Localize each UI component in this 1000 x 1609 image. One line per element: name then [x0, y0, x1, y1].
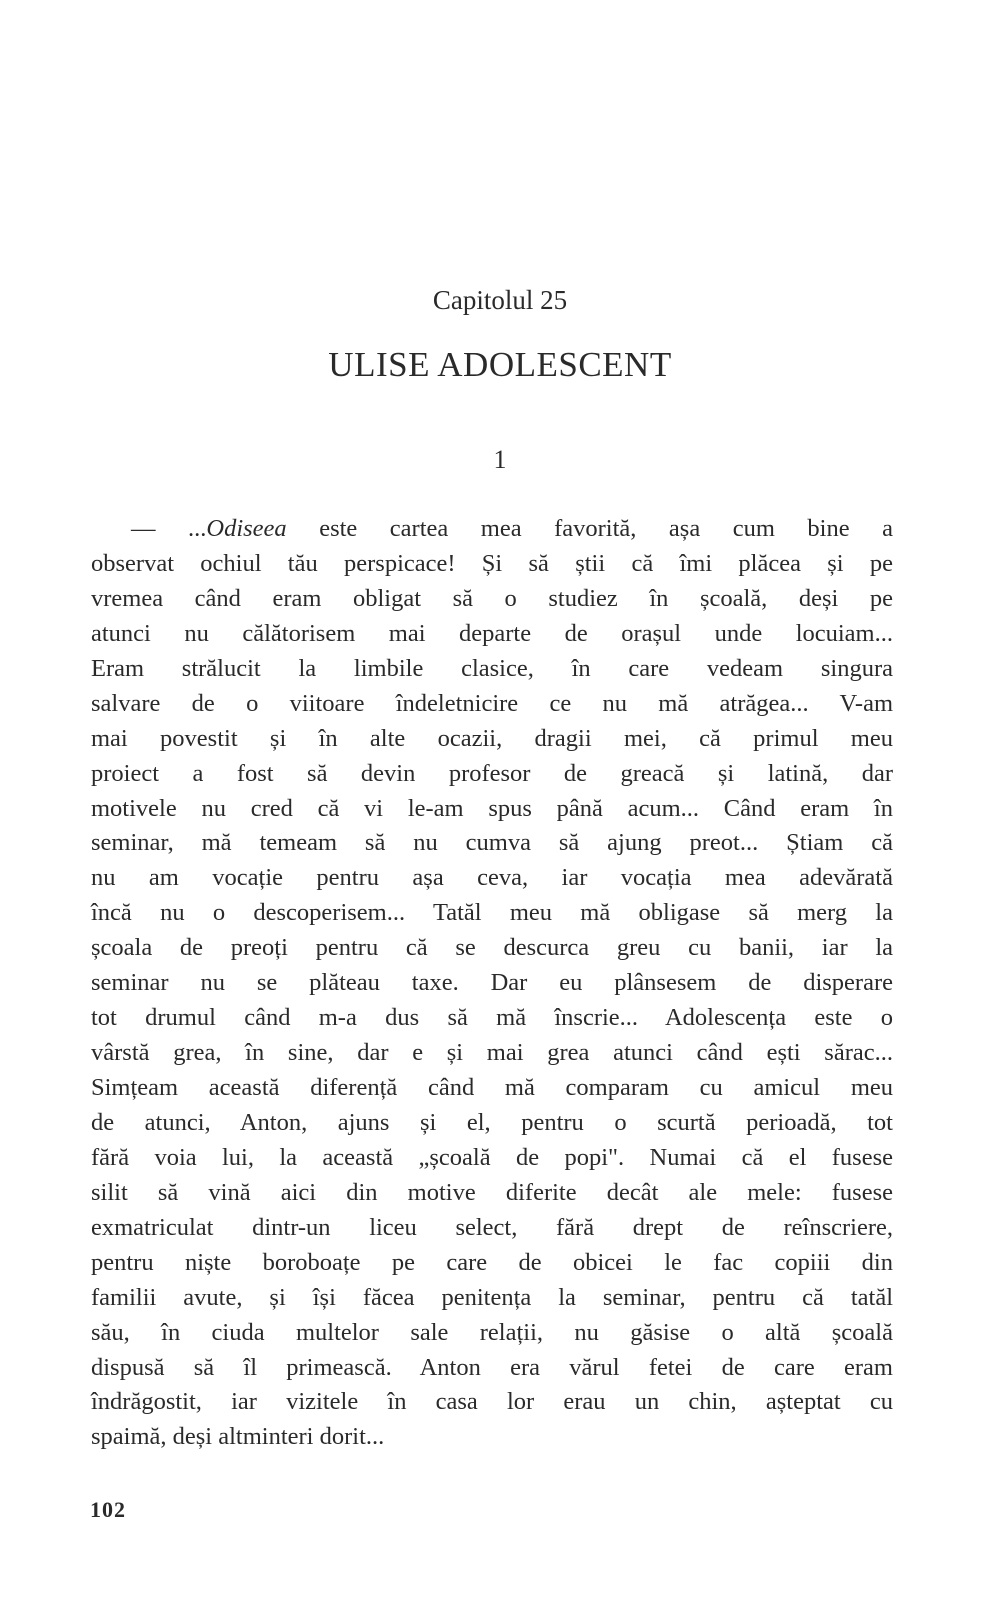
- text-line: vârstă grea, în sine, dar e și mai grea atunci când ești sărac...: [91, 1039, 893, 1067]
- text-line: încă nu o descoperisem... Tatăl meu mă obligase să merg la: [91, 899, 893, 927]
- text-line: școala de preoți pentru că se descurca greu cu banii, iar la: [91, 934, 893, 962]
- text-line: Eram strălucit la limbile clasice, în care vedeam singura: [91, 654, 893, 682]
- chapter-title: ULISE ADOLESCENT: [328, 345, 672, 384]
- text-line: fără voia lui, la această „școală de popi". Numai că el fusese: [91, 1143, 893, 1171]
- page-number: 102: [90, 1497, 126, 1522]
- text-line: silit să vină aici din motive diferite decât ale mele: fusese: [91, 1178, 893, 1206]
- text-line: dispusă să îl primească. Anton era vărul fetei de care eram: [91, 1353, 893, 1381]
- text-line: de atunci, Anton, ajuns și el, pentru o scurtă perioadă, tot: [91, 1108, 893, 1136]
- book-title: Odiseea: [206, 515, 287, 542]
- text-line: familii avute, și își făcea penitența la seminar, pentru că tatăl: [91, 1283, 893, 1311]
- line-rest: este cartea mea favorită, așa cum bine a: [286, 515, 893, 542]
- text-line: vremea când eram obligat să o studiez în școală, deși pe: [91, 584, 893, 612]
- text-line: spaimă, deși altminteri dorit...: [91, 1423, 385, 1451]
- text-line: salvare de o viitoare îndeletnicire ce nu mă atrăgea... V-am: [91, 689, 893, 717]
- body-text: [91, 512, 893, 1455]
- text-line: proiect a fost să devin profesor de greacă și latină, dar: [91, 759, 893, 787]
- text-line: său, în ciuda multelor sale relații, nu găsise o altă școală: [91, 1318, 893, 1346]
- section-number: 1: [493, 445, 507, 474]
- text-line: seminar, mă temeam să nu cumva să ajung preot... Știam că: [91, 829, 893, 857]
- text-line: motivele nu cred că vi le-am spus până acum... Când eram în: [91, 794, 893, 822]
- text-line: pentru niște boroboațe pe care de obicei le fac copiii din: [91, 1248, 893, 1276]
- text-line: [91, 512, 893, 547]
- text-line: mai povestit și în alte ocazii, dragii mei, că primul meu: [91, 724, 893, 752]
- text-line: Simțeam această diferență când mă comparam cu amicul meu: [91, 1074, 893, 1101]
- text-line: observat ochiul tău perspicace! Și să știi că îmi plăcea și pe: [91, 549, 893, 577]
- text-line: exmatriculat dintr-un liceu select, fără drept de reînscriere,: [91, 1213, 893, 1241]
- text-line: îndrăgostit, iar vizitele în casa lor erau un chin, așteptat cu: [91, 1388, 893, 1416]
- chapter-label: Capitolul 25: [432, 285, 568, 315]
- text-line: tot drumul când m-a dus să mă înscrie... Adolescența este o: [91, 1004, 893, 1032]
- text-line: atunci nu călătorisem mai departe de orașul unde locuiam...: [91, 619, 893, 647]
- dialogue-dash: — ...: [131, 515, 207, 542]
- text-line: seminar nu se plăteau taxe. Dar eu plânsesem de disperare: [91, 969, 893, 997]
- text-line: nu am vocație pentru așa ceva, iar vocația mea adevărată: [91, 864, 893, 892]
